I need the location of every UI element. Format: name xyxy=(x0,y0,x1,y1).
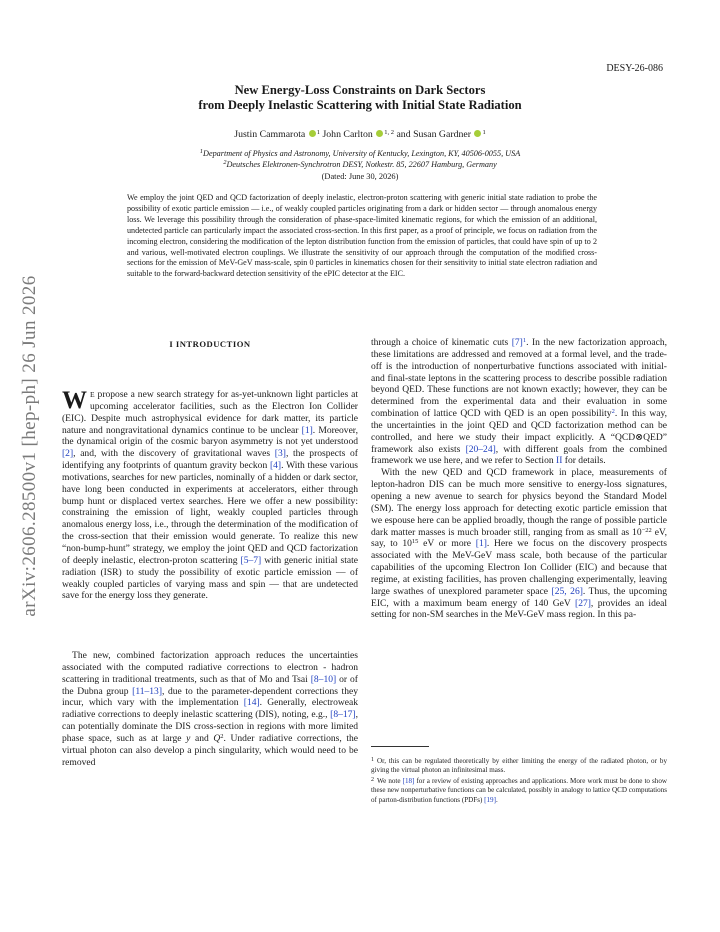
citation-link[interactable]: [7] xyxy=(511,337,523,348)
footnote-1 xyxy=(371,756,667,776)
affiliation-text: Department of Physics and Astronomy, University of Kentucky, Lexington, KY, 40506-0055, USA xyxy=(203,149,521,158)
text: , with different goals from the combined framework we use here, and we refer to Section xyxy=(371,443,667,467)
text: through a choice of kinematic cuts xyxy=(371,337,512,348)
text: . Under radiative corrections, the virtual photon can also develop a pinch singularity, which would need to be removed xyxy=(62,732,359,768)
small-caps-text: E xyxy=(90,390,95,399)
text: and xyxy=(190,732,214,744)
paragraph xyxy=(371,337,667,467)
text: . Moreover, the dynamical origin of the cosmic baryon asymmetry is not yet understood xyxy=(62,424,358,448)
citation-link[interactable]: [19] xyxy=(484,795,496,804)
section-link[interactable]: II xyxy=(556,455,563,467)
orcid-icon[interactable] xyxy=(474,130,481,137)
text: , due to the parameter-dependent corrections they incur, which vary with the implementation xyxy=(62,685,358,709)
author-affil-sup: 1 xyxy=(482,129,486,136)
citation-link[interactable]: [8–10] xyxy=(310,673,337,685)
orcid-icon[interactable] xyxy=(376,130,383,137)
text: , provides an ideal setting for non-SM searches in the MeV-GeV mass region. In this pa- xyxy=(371,597,667,621)
citation-link[interactable]: [5–7] xyxy=(240,554,262,566)
right-column xyxy=(371,337,667,621)
citation-link[interactable]: [27] xyxy=(575,597,591,609)
section-heading: I INTRODUCTION xyxy=(169,339,251,349)
footnote-marker[interactable]: 2 xyxy=(611,408,615,416)
text: . Thus, the upcoming EIC, with a maximum beam energy of 140 GeV xyxy=(371,585,668,609)
text: . Here we focus on the discovery prospects associated with the MeV-GeV mass scale, both because of the particular capabilities of the upcoming Electron Ion Collider (EIC) and because that regime, at existing facilities, has proven challenging experimentally, leaving large swathes of unexplored parameter space xyxy=(371,538,667,597)
title-line-1: New Energy-Loss Constraints on Dark Sectors xyxy=(234,83,486,97)
orcid-icon[interactable] xyxy=(309,130,316,137)
footnote-marker[interactable]: 1 xyxy=(522,337,527,344)
text: The new, combined factorization approach reduces the uncertainties associated with the computed radiative corrections to electron - hadron scattering in traditional treatments, such as that of Mo and Tsai xyxy=(62,650,358,685)
text: with generic initial state radiation (ISR) to study the possibility of exotic particle emission — of weakly coupled particles of varying mass and spin — that are undetected save for the energy loss they generate. xyxy=(62,554,358,602)
author-list xyxy=(0,128,720,141)
citation-link[interactable]: [14] xyxy=(243,697,260,709)
text: propose a new search strategy for as-yet-unknown light particles at upcoming accelerator facilities, such as the Electron Ion Collider (EIC). Despite much astrophysical evidence for dark matter, its particle nature and nongravitational dynamics continue to be unclear xyxy=(62,389,358,436)
left-column-para-2 xyxy=(62,650,358,768)
math-sup: −22 xyxy=(641,526,652,534)
math-var: Q xyxy=(213,732,221,744)
citation-link[interactable]: [3] xyxy=(274,448,286,460)
paragraph xyxy=(371,467,667,621)
citation-link[interactable]: [11–13] xyxy=(132,685,163,697)
math-var: y xyxy=(186,732,191,744)
author-affil-sup: 1, 2 xyxy=(384,129,394,136)
text: With the new QED and QCD framework in place, measurements of lepton-hadron DIS can be much more sensitive to energy-loss signatures, opening a new avenue to search for physics beyond the Standard Model (SM). The energy loss approach for detecting exotic particle emission that we espouse here can be applied broadly, though the range of possible particle dark matter masses is much broader still, ranging from as small as 10 xyxy=(371,467,667,538)
report-number: DESY-26-086 xyxy=(606,63,663,74)
footnote-number: 1 xyxy=(371,757,374,763)
affiliation-text: Deutsches Elektronen-Synchrotron DESY, Notkestr. 85, 22607 Hamburg, Germany xyxy=(226,160,497,169)
abstract: We employ the joint QED and QCD factorization of deeply inelastic, electron-proton scattering with generic initial state radiation to probe the possibility of exotic particle emission — i.e., of weakly coupled particles originating from a dark or hidden sector — through anomalous energy loss. We leverage this possibility through the consideration of phase-space-limited kinematic regions, for which the emission of an additional, undetected particle can particularly impact the associated cross-section. In this first paper, as a proof of principle, we focus on radiation from the incoming electron, considering the modification of the lepton distribution function from the emission of particles, that could have spin of up to 2 and various, well-motivated electron couplings. We illustrate the sensitivity of our approach through the computation of the modified cross-sections for the emission of MeV-GeV mass-scale, spin 0 particles in kinematics chosen for their sensitivity to initial state electron radiation and suitable to the forward-backward detection sensitivity of the ePIC detector at the EIC. xyxy=(127,193,597,279)
affiliation-2 xyxy=(0,159,720,170)
citation-link[interactable]: [18] xyxy=(402,777,415,785)
footnote-2 xyxy=(371,776,667,805)
paragraph xyxy=(62,389,358,602)
text: eV, say, to 10 xyxy=(371,526,667,550)
dated-line: (Dated: June 30, 2026) xyxy=(321,172,399,181)
drop-cap: W xyxy=(62,387,87,414)
citation-link[interactable]: [8–17] xyxy=(330,709,356,721)
footnote-text: for a review of existing approaches and applications. More work must be done to show these new nonperturbative functions can be calculated, possibly in analogy to lattice QCD computations of parton-distribution functions (PDFs) xyxy=(371,777,667,804)
text: eV or more xyxy=(418,538,476,550)
and-word: and xyxy=(396,129,411,140)
affiliation-sup: 2 xyxy=(223,159,227,166)
text: for details. xyxy=(562,455,606,467)
footnote-text: Or, this can be regulated theoretically by either limiting the energy of the radiated photon, or by giving the virtual photon an infinitesimal mass. xyxy=(371,757,667,775)
citation-link[interactable]: [25, 26] xyxy=(551,585,583,597)
affiliation-1 xyxy=(0,148,720,159)
citation-link[interactable]: [2] xyxy=(62,448,74,460)
text: . With these various motivations, searches for new particles, nominally of a hidden or dark sector, have long been conducted in experiments at accelerators, either through bump hunt or displaced vertex searches. Here we offer a new possibility: constraining the emission of light, weakly coupled particles through anomalous energy loss, i.e., through the determination of the modification of the cross-section that their emission would generate. To realize this new “non-bump-hunt” strategy, we employ the joint QED and QCD factorization of deeply inelastic, electron-proton scattering xyxy=(62,460,358,566)
citation-link[interactable]: [1] xyxy=(301,424,313,436)
text: , can potentially dominate the DIS cross-section in regions with more limited phase space, such as at large xyxy=(62,709,358,744)
affiliations xyxy=(0,148,720,170)
math-sup: 2 xyxy=(220,732,224,740)
math-sup: 15 xyxy=(411,538,419,546)
paragraph xyxy=(62,650,358,768)
author-name: Susan Gardner xyxy=(413,129,472,140)
paper-title xyxy=(0,83,720,113)
footnote-text: . xyxy=(495,795,498,804)
author-name: Justin Cammarota xyxy=(234,129,306,140)
affiliation-sup: 1 xyxy=(199,148,204,155)
citation-link[interactable]: [20–24] xyxy=(465,443,496,455)
text: , and, with the discovery of gravitational waves xyxy=(73,448,275,460)
citation-link[interactable]: [1] xyxy=(475,538,487,550)
text: . Generally, electroweak radiative corrections to deeply inelastic scattering (DIS), noting, e.g., xyxy=(62,697,358,721)
text: . In this way, the uncertainties in the joint QED and QCD factorization method can be controlled, and here we study their impact explicitly. A “QCD⊗QED” framework also exists xyxy=(371,408,668,455)
citation-link[interactable]: [4] xyxy=(269,460,282,472)
text: , the prospects of identifying any footprints of quantum gravity beckon xyxy=(62,448,358,472)
footnote-text: We note xyxy=(377,777,403,785)
text: . In the new factorization approach, these limitations are addressed and removed at a formal level, and the trade-off is the introduction of nonperturbative functions associated with initial- and final-state leptons in the scattering process to describe possible radiation beyond QED. These functions are not known exactly; however, they can be determined from the experimental data and their evaluation in some combination of lattice QCD with QED is an open possibility xyxy=(371,337,667,420)
left-column xyxy=(62,389,358,602)
author-name: John Carlton xyxy=(322,129,373,140)
title-line-2: from Deeply Inelastic Scattering with Initial State Radiation xyxy=(198,98,522,112)
text: or of the Dubna group xyxy=(62,673,358,697)
footnote-rule xyxy=(371,746,429,747)
footnote-number: 2 xyxy=(371,777,374,783)
author-affil-sup: 1 xyxy=(316,129,320,136)
arxiv-stamp: arXiv:2606.28500v1 [hep-ph] 26 Jun 2026 xyxy=(19,275,40,617)
